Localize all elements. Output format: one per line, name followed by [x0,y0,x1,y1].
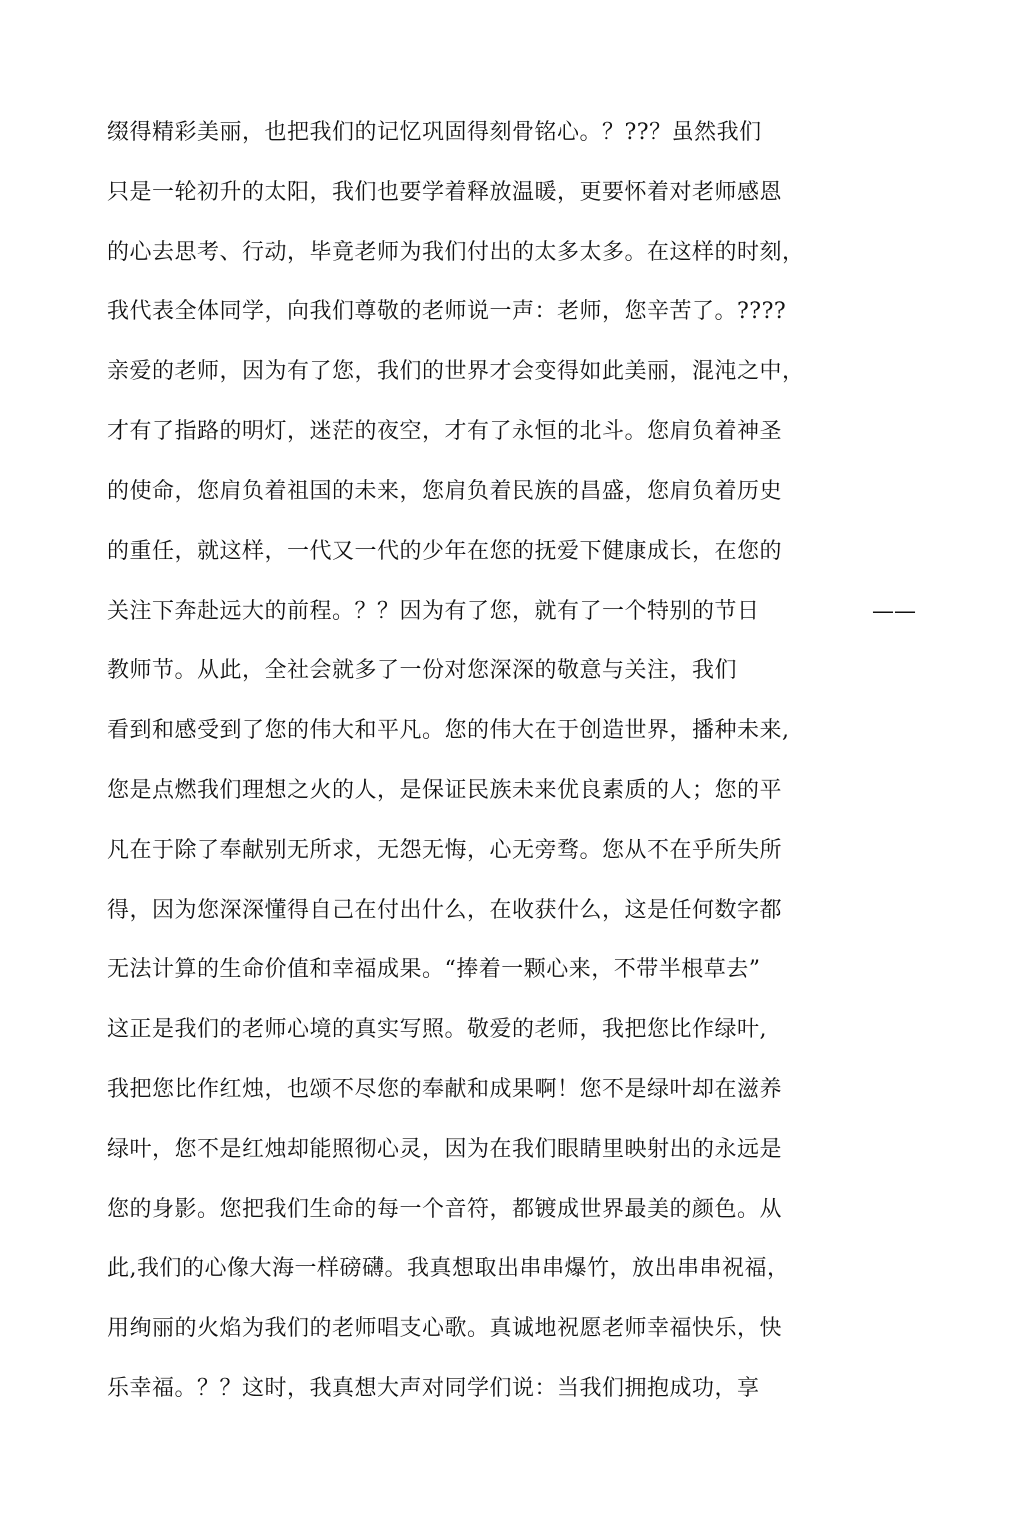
margin-dash: —— [872,599,916,624]
text-line-17: 我把您比作红烛，也颂不尽您的奉献和成果啊！您不是绿叶却在滋养 [107,1077,783,1102]
text-line-2: 只是一轮初升的太阳，我们也要学着释放温暖，更要怀着对老师感恩 [107,180,783,205]
text-line-4: 我代表全体同学，向我们尊敬的老师说一声：老师，您辛苦了。???? [107,299,787,324]
text-line-1: 缀得精彩美丽，也把我们的记忆巩固得刻骨铭心。？??？虽然我们 [107,120,762,145]
text-line-3: 的心去思考、行动，毕竟老师为我们付出的太多太多。在这样的时刻， [107,240,805,265]
text-line-22: 乐幸福。？？这时，我真想大声对同学们说：当我们拥抱成功，享 [107,1376,760,1401]
text-line-5: 亲爱的老师，因为有了您，我们的世界才会变得如此美丽，混沌之中， [107,359,805,384]
text-line-15: 无法计算的生命价值和幸福成果。“捧着一颗心来，不带半根草去” [107,957,761,982]
text-line-18: 绿叶，您不是红烛却能照彻心灵，因为在我们眼睛里映射出的永远是 [107,1137,783,1162]
text-line-20: 此,我们的心像大海一样磅礴。我真想取出串串爆竹，放出串串祝福， [107,1256,790,1281]
text-line-7: 的使命，您肩负着祖国的未来，您肩负着民族的昌盛，您肩负着历史 [107,479,783,504]
text-line-11: 看到和感受到了您的伟大和平凡。您的伟大在于创造世界，播种未来, [107,718,790,743]
text-line-6: 才有了指路的明灯，迷茫的夜空，才有了永恒的北斗。您肩负着神圣 [107,419,783,444]
text-line-19: 您的身影。您把我们生命的每一个音符，都镀成世界最美的颜色。从 [107,1197,783,1222]
text-line-12: 您是点燃我们理想之火的人，是保证民族未来优良素质的人；您的平 [107,778,783,803]
text-line-21: 用绚丽的火焰为我们的老师唱支心歌。真诚地祝愿老师幸福快乐，快 [107,1316,783,1341]
text-line-13: 凡在于除了奉献别无所求，无怨无悔，心无旁骛。您从不在乎所失所 [107,838,783,863]
text-line-16: 这正是我们的老师心境的真实写照。敬爱的老师，我把您比作绿叶, [107,1017,767,1042]
text-line-9: 关注下奔赴远大的前程。？？因为有了您，就有了一个特别的节日 [107,599,760,624]
text-line-14: 得，因为您深深懂得自己在付出什么，在收获什么，这是任何数字都 [107,898,783,923]
text-line-10: 教师节。从此，全社会就多了一份对您深深的敬意与关注，我们 [107,658,738,683]
text-line-8: 的重任，就这样，一代又一代的少年在您的抚爱下健康成长，在您的 [107,539,783,564]
